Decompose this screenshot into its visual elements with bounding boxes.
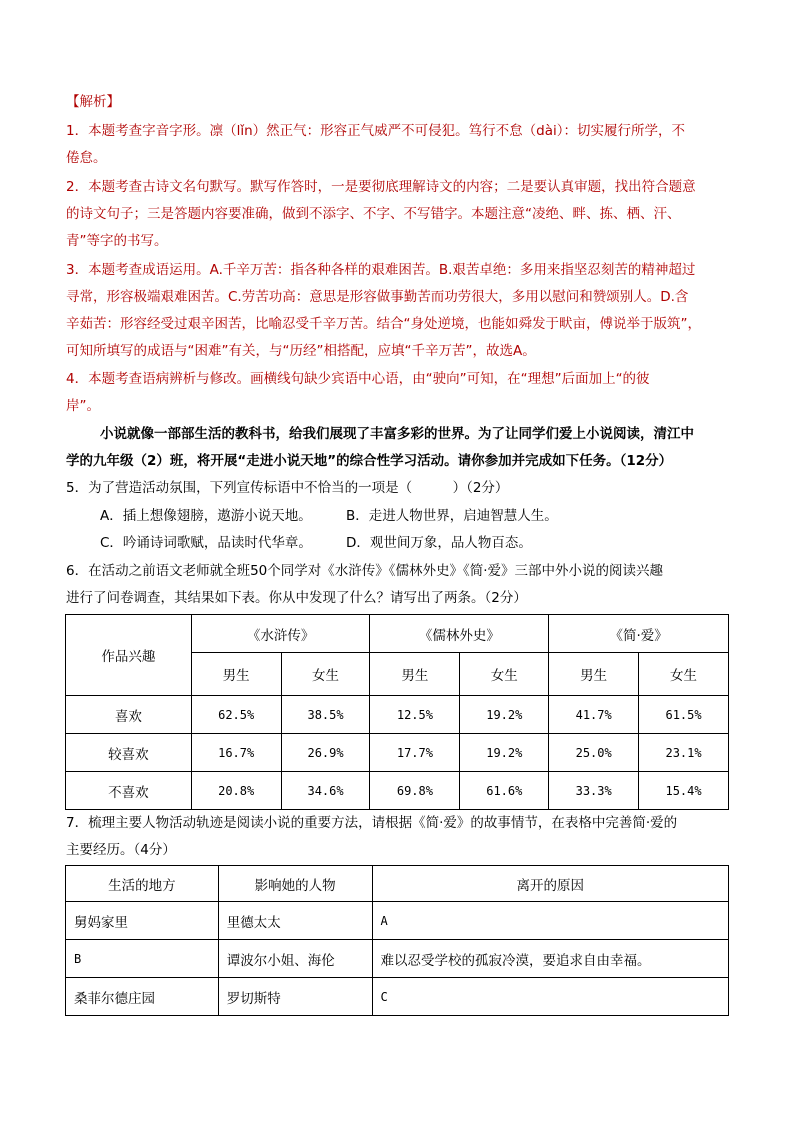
experience-header: 生活的地方 bbox=[66, 866, 219, 902]
answer-blank-b: B bbox=[66, 940, 219, 978]
analysis-line: 4．本题考查语病辨析与修改。画横线句缺少宾语中心语，由“驶向”可知，在“理想”后面加上“的彼 bbox=[66, 371, 650, 387]
table-row bbox=[66, 696, 729, 734]
q5-option-d: D．观世间万象，品人物百态。 bbox=[346, 535, 532, 551]
survey-book-header: 《儒林外史》 bbox=[370, 615, 549, 653]
survey-gender-header: 男生 bbox=[370, 653, 460, 696]
table-row bbox=[66, 978, 729, 1016]
table-cell: 舅妈家里 bbox=[66, 902, 219, 940]
analysis-line: 寻常，形容极端艰难困苦。C.劳苦功高：意思是形容做事勤苦而功劳很大，多用以慰问和赞颂别人。D.含 bbox=[66, 289, 689, 305]
analysis-line: 2．本题考查古诗文名句默写。默写作答时，一是要彻底理解诗文的内容；二是要认真审题，找出符合题意 bbox=[66, 179, 696, 195]
survey-gender-header: 女生 bbox=[460, 653, 549, 696]
table-cell: 19.2% bbox=[460, 696, 549, 734]
table-cell: 里德太太 bbox=[218, 902, 372, 940]
table-cell: 41.7% bbox=[549, 696, 639, 734]
q5-option-a: A．插上想像翅膀，遨游小说天地。 bbox=[100, 508, 312, 524]
experience-header: 离开的原因 bbox=[372, 866, 728, 902]
row-label: 较喜欢 bbox=[66, 734, 192, 772]
table-row bbox=[66, 940, 729, 978]
q5-option-b: B．走进人物世界，启迪智慧人生。 bbox=[346, 508, 558, 524]
survey-gender-header: 男生 bbox=[549, 653, 639, 696]
analysis-line: 的诗文句子；三是答题内容要准确，做到不添字、不字、不写错字。本题注意“凌绝、畔、拣、栖、汗、 bbox=[66, 206, 681, 222]
table-row bbox=[66, 734, 729, 772]
table-cell: 61.5% bbox=[639, 696, 729, 734]
q5-option-c: C．吟诵诗词歌赋，品读时代华章。 bbox=[100, 535, 312, 551]
intro-line: 小说就像一部部生活的教科书，给我们展现了丰富多彩的世界。为了让同学们爱上小说阅读，清江中 bbox=[100, 426, 694, 442]
table-cell: 15.4% bbox=[639, 772, 729, 810]
table-row bbox=[66, 902, 729, 940]
q5-stem: 5．为了营造活动氛围，下列宣传标语中不恰当的一项是（ ）（2分） bbox=[66, 480, 509, 496]
table-cell: 26.9% bbox=[281, 734, 370, 772]
table-cell: 谭波尔小姐、海伦 bbox=[218, 940, 372, 978]
table-cell: 17.7% bbox=[370, 734, 460, 772]
analysis-line: 可知所填写的成语与“困难”有关，与“历经”相搭配，应填“千辛万苦”，故选A。 bbox=[66, 343, 536, 359]
table-cell: 罗切斯特 bbox=[218, 978, 372, 1016]
table-cell: 34.6% bbox=[281, 772, 370, 810]
analysis-line: 3．本题考查成语运用。A.千辛万苦：指各种各样的艰难困苦。B.艰苦卓绝：多用来指坚忍刻苦的精神超过 bbox=[66, 262, 696, 278]
analysis-line: 倦怠。 bbox=[66, 150, 107, 166]
q7-stem: 主要经历。（4分） bbox=[66, 842, 176, 858]
intro-line: 学的九年级（2）班，将开展“走进小说天地”的综合性学习活动。请你参加并完成如下任务。（12分） bbox=[66, 453, 673, 469]
survey-book-header: 《简·爱》 bbox=[549, 615, 729, 653]
table-cell: 62.5% bbox=[191, 696, 281, 734]
table-cell: 难以忍受学校的孤寂冷漠，要追求自由幸福。 bbox=[372, 940, 728, 978]
survey-gender-header: 女生 bbox=[639, 653, 729, 696]
table-cell: 16.7% bbox=[191, 734, 281, 772]
table-row bbox=[66, 772, 729, 810]
survey-gender-header: 男生 bbox=[191, 653, 281, 696]
analysis-heading: 【解析】 bbox=[66, 94, 120, 110]
row-label: 不喜欢 bbox=[66, 772, 192, 810]
analysis-line: 辛茹苦：形容经受过艰辛困苦，比喻忍受千辛万苦。结合“身处逆境，也能如舜发于畎亩，傅说举于版筑”， bbox=[66, 316, 701, 332]
survey-corner-cell: 作品兴趣 bbox=[66, 615, 192, 696]
table-cell: 19.2% bbox=[460, 734, 549, 772]
table-cell: 25.0% bbox=[549, 734, 639, 772]
q6-stem: 6．在活动之前语文老师就全班50个同学对《水浒传》《儒林外史》《简·爱》三部中外小说的阅读兴趣 bbox=[66, 563, 664, 579]
table-cell: 61.6% bbox=[460, 772, 549, 810]
answer-blank-c: C bbox=[372, 978, 728, 1016]
experience-header: 影响她的人物 bbox=[218, 866, 372, 902]
table-cell: 20.8% bbox=[191, 772, 281, 810]
survey-book-header: 《水浒传》 bbox=[191, 615, 370, 653]
table-cell: 23.1% bbox=[639, 734, 729, 772]
table-cell: 38.5% bbox=[281, 696, 370, 734]
survey-table bbox=[65, 614, 729, 810]
answer-blank-a: A bbox=[372, 902, 728, 940]
table-cell: 69.8% bbox=[370, 772, 460, 810]
analysis-line: 岸”。 bbox=[66, 398, 100, 414]
analysis-line: 1．本题考查字音字形。凛（lǐn）然正气：形容正气威严不可侵犯。笃行不怠（dài）：切实履行所学，不 bbox=[66, 123, 685, 139]
row-label: 喜欢 bbox=[66, 696, 192, 734]
table-cell: 12.5% bbox=[370, 696, 460, 734]
survey-gender-header: 女生 bbox=[281, 653, 370, 696]
analysis-line: 青”等字的书写。 bbox=[66, 233, 168, 249]
q7-stem: 7．梳理主要人物活动轨迹是阅读小说的重要方法，请根据《简·爱》的故事情节，在表格中完善简·爱的 bbox=[66, 815, 678, 831]
table-cell: 桑菲尔德庄园 bbox=[66, 978, 219, 1016]
q6-stem: 进行了问卷调查，其结果如下表。你从中发现了什么？请写出了两条。（2分） bbox=[66, 590, 527, 606]
experience-table bbox=[65, 865, 729, 1016]
table-cell: 33.3% bbox=[549, 772, 639, 810]
